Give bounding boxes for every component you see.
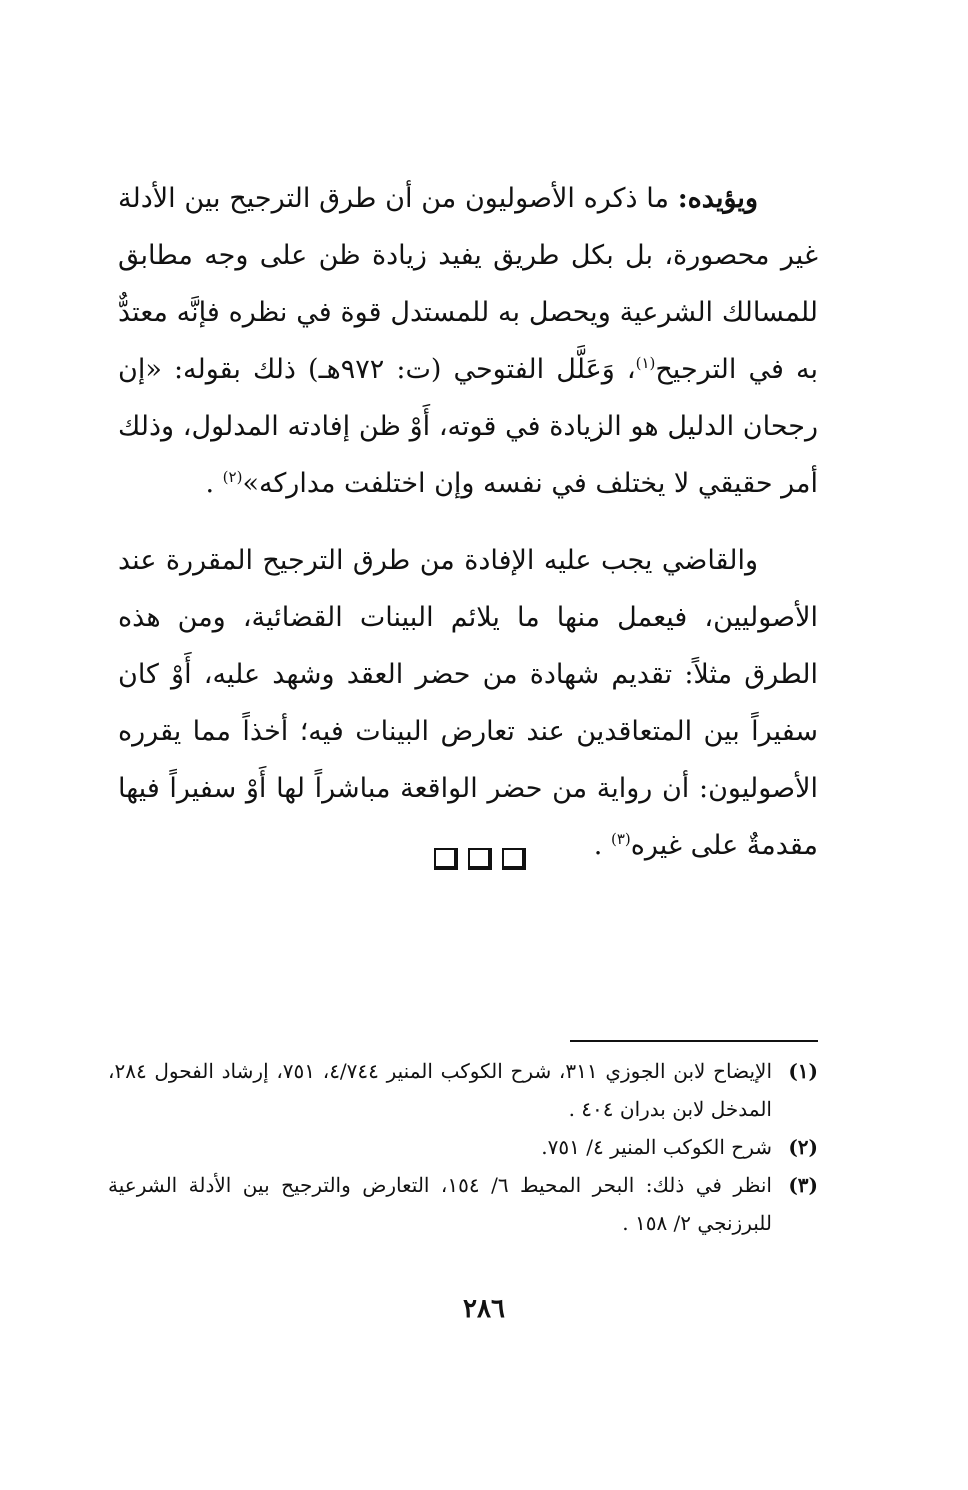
- footnote-number: (٢): [788, 1135, 818, 1159]
- footnote-number: (٣): [788, 1173, 818, 1197]
- square-ornament-icon: [468, 848, 492, 870]
- footnote-3: [108, 1166, 818, 1242]
- footnote-number: (١): [788, 1059, 818, 1083]
- footnote-1: [108, 1052, 818, 1128]
- text-segment: ما ذكره الأصوليون من أن طرق الترجيح بين الأدلة غير محصورة، بل بكل طريق يفيد زيادة ظن على وجه مطابق للمسالك الشرعية ويحصل به للمستدل قوة في نظره فإنَّه معتدٌّ به في الترجيح: [118, 183, 818, 385]
- footnote-ref-3[interactable]: (٣): [610, 830, 631, 848]
- paragraph-1: [118, 170, 818, 512]
- footnote-divider: [570, 1040, 818, 1042]
- page-number: ٢٨٦: [463, 1294, 505, 1324]
- footnote-text: الإيضاح لابن الجوزي ٣١١، شرح الكوكب المنير ٤/٧٤٤، ٧٥١، إرشاد الفحول ٢٨٤، المدخل لابن بدران ٤٠٤ .: [108, 1059, 773, 1121]
- main-text: [118, 170, 818, 894]
- text-segment: .: [593, 830, 611, 861]
- footnote-text: انظر في ذلك: البحر المحيط ٦/ ١٥٤، التعارض والترجيح بين الأدلة الشرعية للبرزنجي ٢/ ١٥٨ .: [108, 1173, 772, 1235]
- footnote-2: [108, 1128, 818, 1166]
- footnote-ref-1[interactable]: (١): [635, 354, 656, 372]
- lead-word: ويؤيده:: [677, 183, 758, 214]
- footnotes: [108, 1052, 818, 1242]
- paragraph-2: [118, 532, 818, 874]
- square-ornament-icon: [502, 848, 526, 870]
- text-segment: .: [205, 468, 223, 499]
- text-segment: والقاضي يجب عليه الإفادة من طرق الترجيح المقررة عند الأصوليين، فيعمل منها ما يلائم البينات القضائية، ومن هذه الطرق مثلاً: تقديم شهادة من حضر العقد وشهد عليه، أَوْ كان سفيراً بين المتعاقدين عند تعارض البينات فيه؛ أخذاً مما يقرره الأصوليون: أن رواية من حضر الواقعة مباشراً لها أَوْ سفيراً فيها مقدمةٌ على غيره: [118, 545, 818, 861]
- text-segment: ، وَعَلَّل الفتوحي (ت: ٩٧٢هـ) ذلك بقوله: «إن رجحان الدليل هو الزيادة في قوته، أَوْ ظن إفادته المدلول، وذلك أمر حقيقي لا يختلف في نفسه وإن اختلفت مداركه»: [118, 354, 818, 499]
- section-separator: [410, 848, 550, 870]
- footnote-text: شرح الكوكب المنير ٤/ ٧٥١.: [541, 1135, 772, 1159]
- footnote-ref-2[interactable]: (٢): [222, 468, 243, 486]
- square-ornament-icon: [434, 848, 458, 870]
